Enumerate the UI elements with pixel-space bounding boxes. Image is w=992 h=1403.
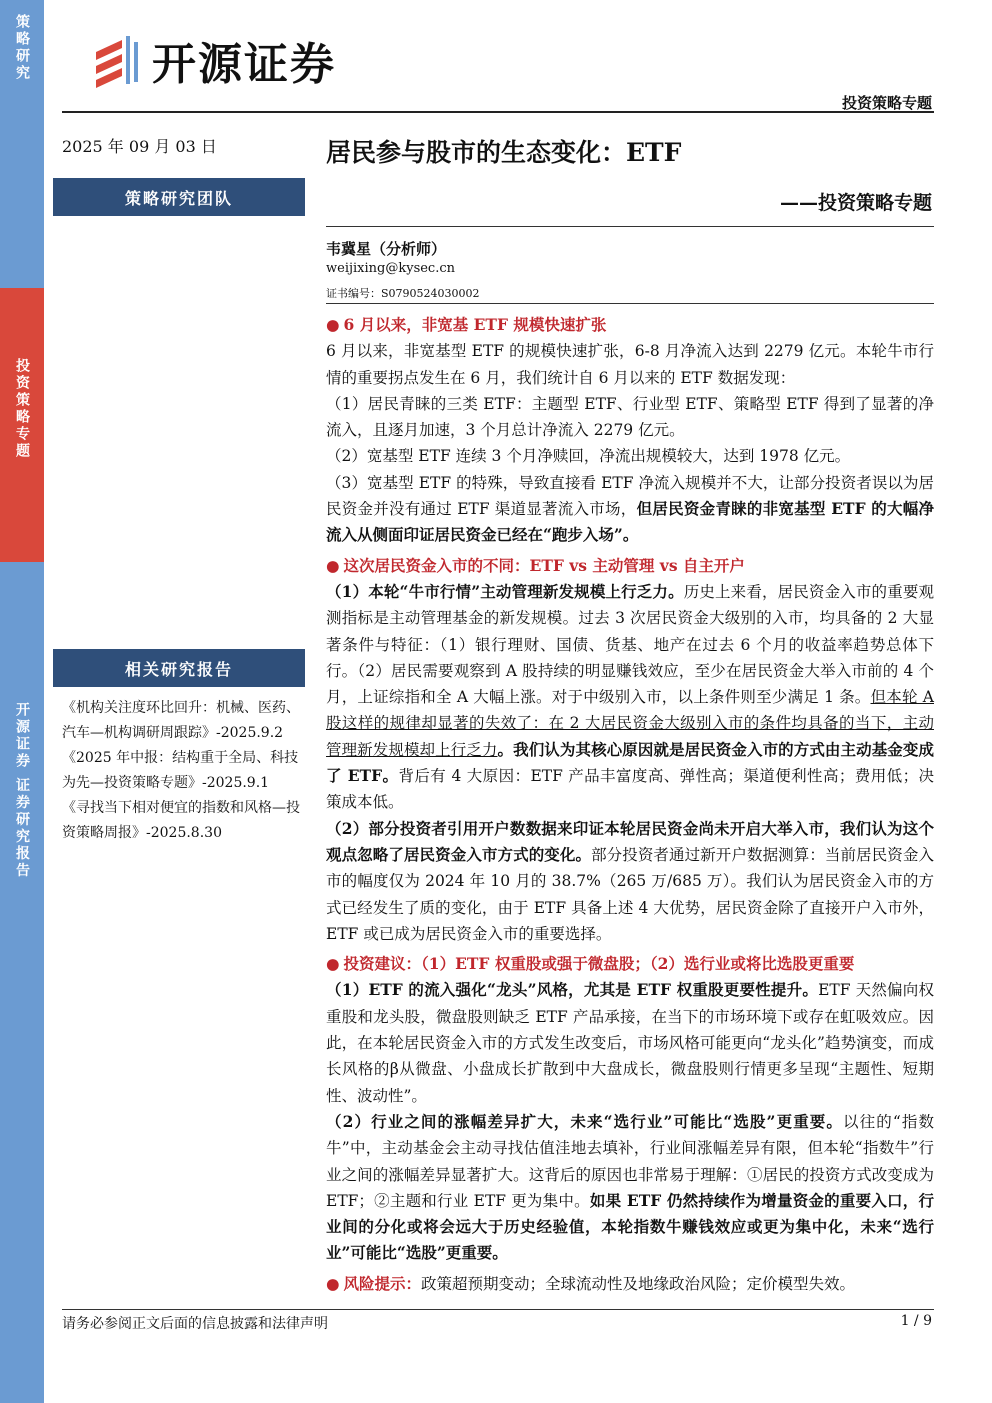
sidebar-segment-strategy [0, 0, 44, 288]
paragraph: （2）部分投资者引用开户数数据来印证本轮居民资金尚未开启大举入市，我们认为这个观点忽略了居民资金入市方式的变化。部分投资者通过新开户数据测算：当前居民资金入市的幅度仅为 2024 年 10 月的 38.7%（265 万/685 万）。我们认为居民资金入市的方式已经发生了质的变化，由于 ETF 具备上述 4 大优势，居民资金除了直接开户入市外，ETF 或已成为居民资金入市的重要选择。 [326, 818, 934, 943]
sidebar-label: 开源证券 证券研究报告 [14, 702, 30, 880]
report-subtitle: ——投资策略专题 [779, 192, 932, 214]
related-report-item[interactable]: 《机构关注度环比回升：机械、医药、汽车—机构调研周跟踪》-2025.9.2 [62, 700, 300, 741]
author-divider [326, 303, 934, 304]
paragraph: （1）ETF 的流入强化“龙头”风格，尤其是 ETF 权重股更要性提升。ETF 天然偏向权重股和龙头股，微盘股则缺乏 ETF 产品承接，在当下的市场环境下或存在虹吸效应。因此，在本轮居民资金入市的方式发生改变后，市场风格可能更向“龙头化”趋势演变，而成长风格的β从微盘、小盘成长扩散到中大盘成长，微盘股则行情更多呈现“主题性、短期性、波动性”。 [326, 980, 934, 1105]
section-heading: ● 投资建议：（1）ETF 权重股或强于微盘股；（2）选行业或将比选股更重要 [326, 954, 855, 974]
paragraph: （2）行业之间的涨幅差异扩大，未来“选行业”可能比“选股”更重要。以往的“指数牛”中，主动基金会主动寻找估值洼地去填补，行业间涨幅差异有限，但本轮“指数牛”行业之间的涨幅差异显著扩大。这背后的原因也非常易于理解：①居民的投资方式改变成为 ETF；②主题和行业 ETF 更为集中。如果 ETF 仍然持续作为增量资金的重要入口，行业间的分化或将会远大于历史经验值，本轮指数牛赚钱效应或更为集中化，未来“选行业”可能比“选股”更重要。 [326, 1111, 935, 1263]
author-name: 韦冀星（分析师） [326, 240, 447, 258]
paragraph: （1）本轮“牛市行情”主动管理新发规模上行乏力。历史上来看，居民资金入市的重要观测指标是主动管理基金的新发规模。过去 3 次居民资金大级别的入市，均具备的 2 大显著条件与特征：（1）银行理财、国债、货基、地产在过去 6 个月的收益率趋势总体下行。（2）居民需要观察到 A 股持续的明显赚钱效应，至少在居民资金大举入市前的 4 个月，上证综指和全 A 大幅上涨。对于中级别入市，以上条件则至少满足 1 条。但本轮 A 股这样的规律却显著的失效了：在 2 大居民资金大级别入市的条件均具备的当下，主动管理新发规模却上行乏力。我们认为其核心原因就是居民资金入市的方式由主动基金变成了 ETF。背后有 4 大原因：ETF 产品丰富度高、弹性高；渠道便利性高；费用低；决策成本低。 [326, 581, 934, 812]
team-box: 策略研究团队 [53, 178, 305, 216]
section-heading: ● 这次居民资金入市的不同：ETF vs 主动管理 vs 自主开户 [326, 555, 745, 575]
bullet-icon: ● [326, 1273, 340, 1293]
related-report-item[interactable]: 《2025 年中报：结构重于全局、科技为先—投资策略专题》-2025.9.1 [62, 750, 299, 791]
related-reports-list [62, 696, 312, 846]
related-report-item[interactable]: 《寻找当下相对便宜的指数和风格—投资策略周报》-2025.8.30 [62, 800, 300, 841]
main-content [326, 312, 934, 1297]
paragraph: 6 月以来，非宽基型 ETF 的规模快速扩张，6-8 月净流入达到 2279 亿元。本轮牛市行情的重要拐点发生在 6 月，我们统计自 6 月以来的 ETF 数据发现： [326, 342, 934, 387]
logo-text: 开源证券 [152, 39, 336, 90]
bullet-icon: ● [326, 954, 340, 974]
bullet-icon: ● [326, 315, 340, 334]
title-divider [326, 226, 934, 227]
left-sidebar [0, 0, 44, 1403]
author-email[interactable]: weijixing@kysec.cn [326, 261, 456, 276]
section-heading: ● 6 月以来，非宽基 ETF 规模快速扩张 [326, 315, 607, 334]
paragraph: （2）宽基型 ETF 连续 3 个月净赎回，净流出规模较大，达到 1978 亿元。 [326, 447, 851, 466]
risk-paragraph: ● 风险提示：政策超预期变动；全球流动性及地缘政治风险；定价模型失效。 [326, 1273, 856, 1293]
footer-disclaimer: 请务必参阅正文后面的信息披露和法律声明 [62, 1316, 328, 1332]
report-date: 2025 年 09 月 03 日 [62, 137, 217, 156]
header-tag: 投资策略专题 [841, 94, 932, 112]
sidebar-segment-topic [0, 288, 44, 562]
company-logo [92, 30, 336, 90]
paragraph: （3）宽基型 ETF 的特殊，导致直接看 ETF 净流入规模并不大，让部分投资者误以为居民资金并没有通过 ETF 渠道显著流入市场，但居民资金青睐的非宽基型 ETF 的大幅净流入从侧面印证居民资金已经在“跑步入场”。 [326, 473, 934, 545]
logo-mark-icon [92, 30, 142, 90]
sidebar-label: 策略研究 [14, 14, 30, 82]
sidebar-segment-brand [0, 562, 44, 1403]
sidebar-label: 投资策略专题 [14, 358, 30, 460]
related-reports-box: 相关研究报告 [53, 649, 305, 687]
paragraph: （1）居民青睐的三类 ETF：主题型 ETF、行业型 ETF、策略型 ETF 得到了显著的净流入，且逐月加速，3 个月总计净流入 2279 亿元。 [326, 394, 934, 440]
footer-divider [62, 1309, 934, 1310]
page-number: 1 / 9 [900, 1313, 932, 1329]
bullet-icon: ● [326, 555, 340, 575]
report-title: 居民参与股市的生态变化：ETF [326, 138, 682, 167]
header-divider [62, 111, 934, 113]
author-cert: 证书编号：S0790524030002 [326, 287, 480, 300]
